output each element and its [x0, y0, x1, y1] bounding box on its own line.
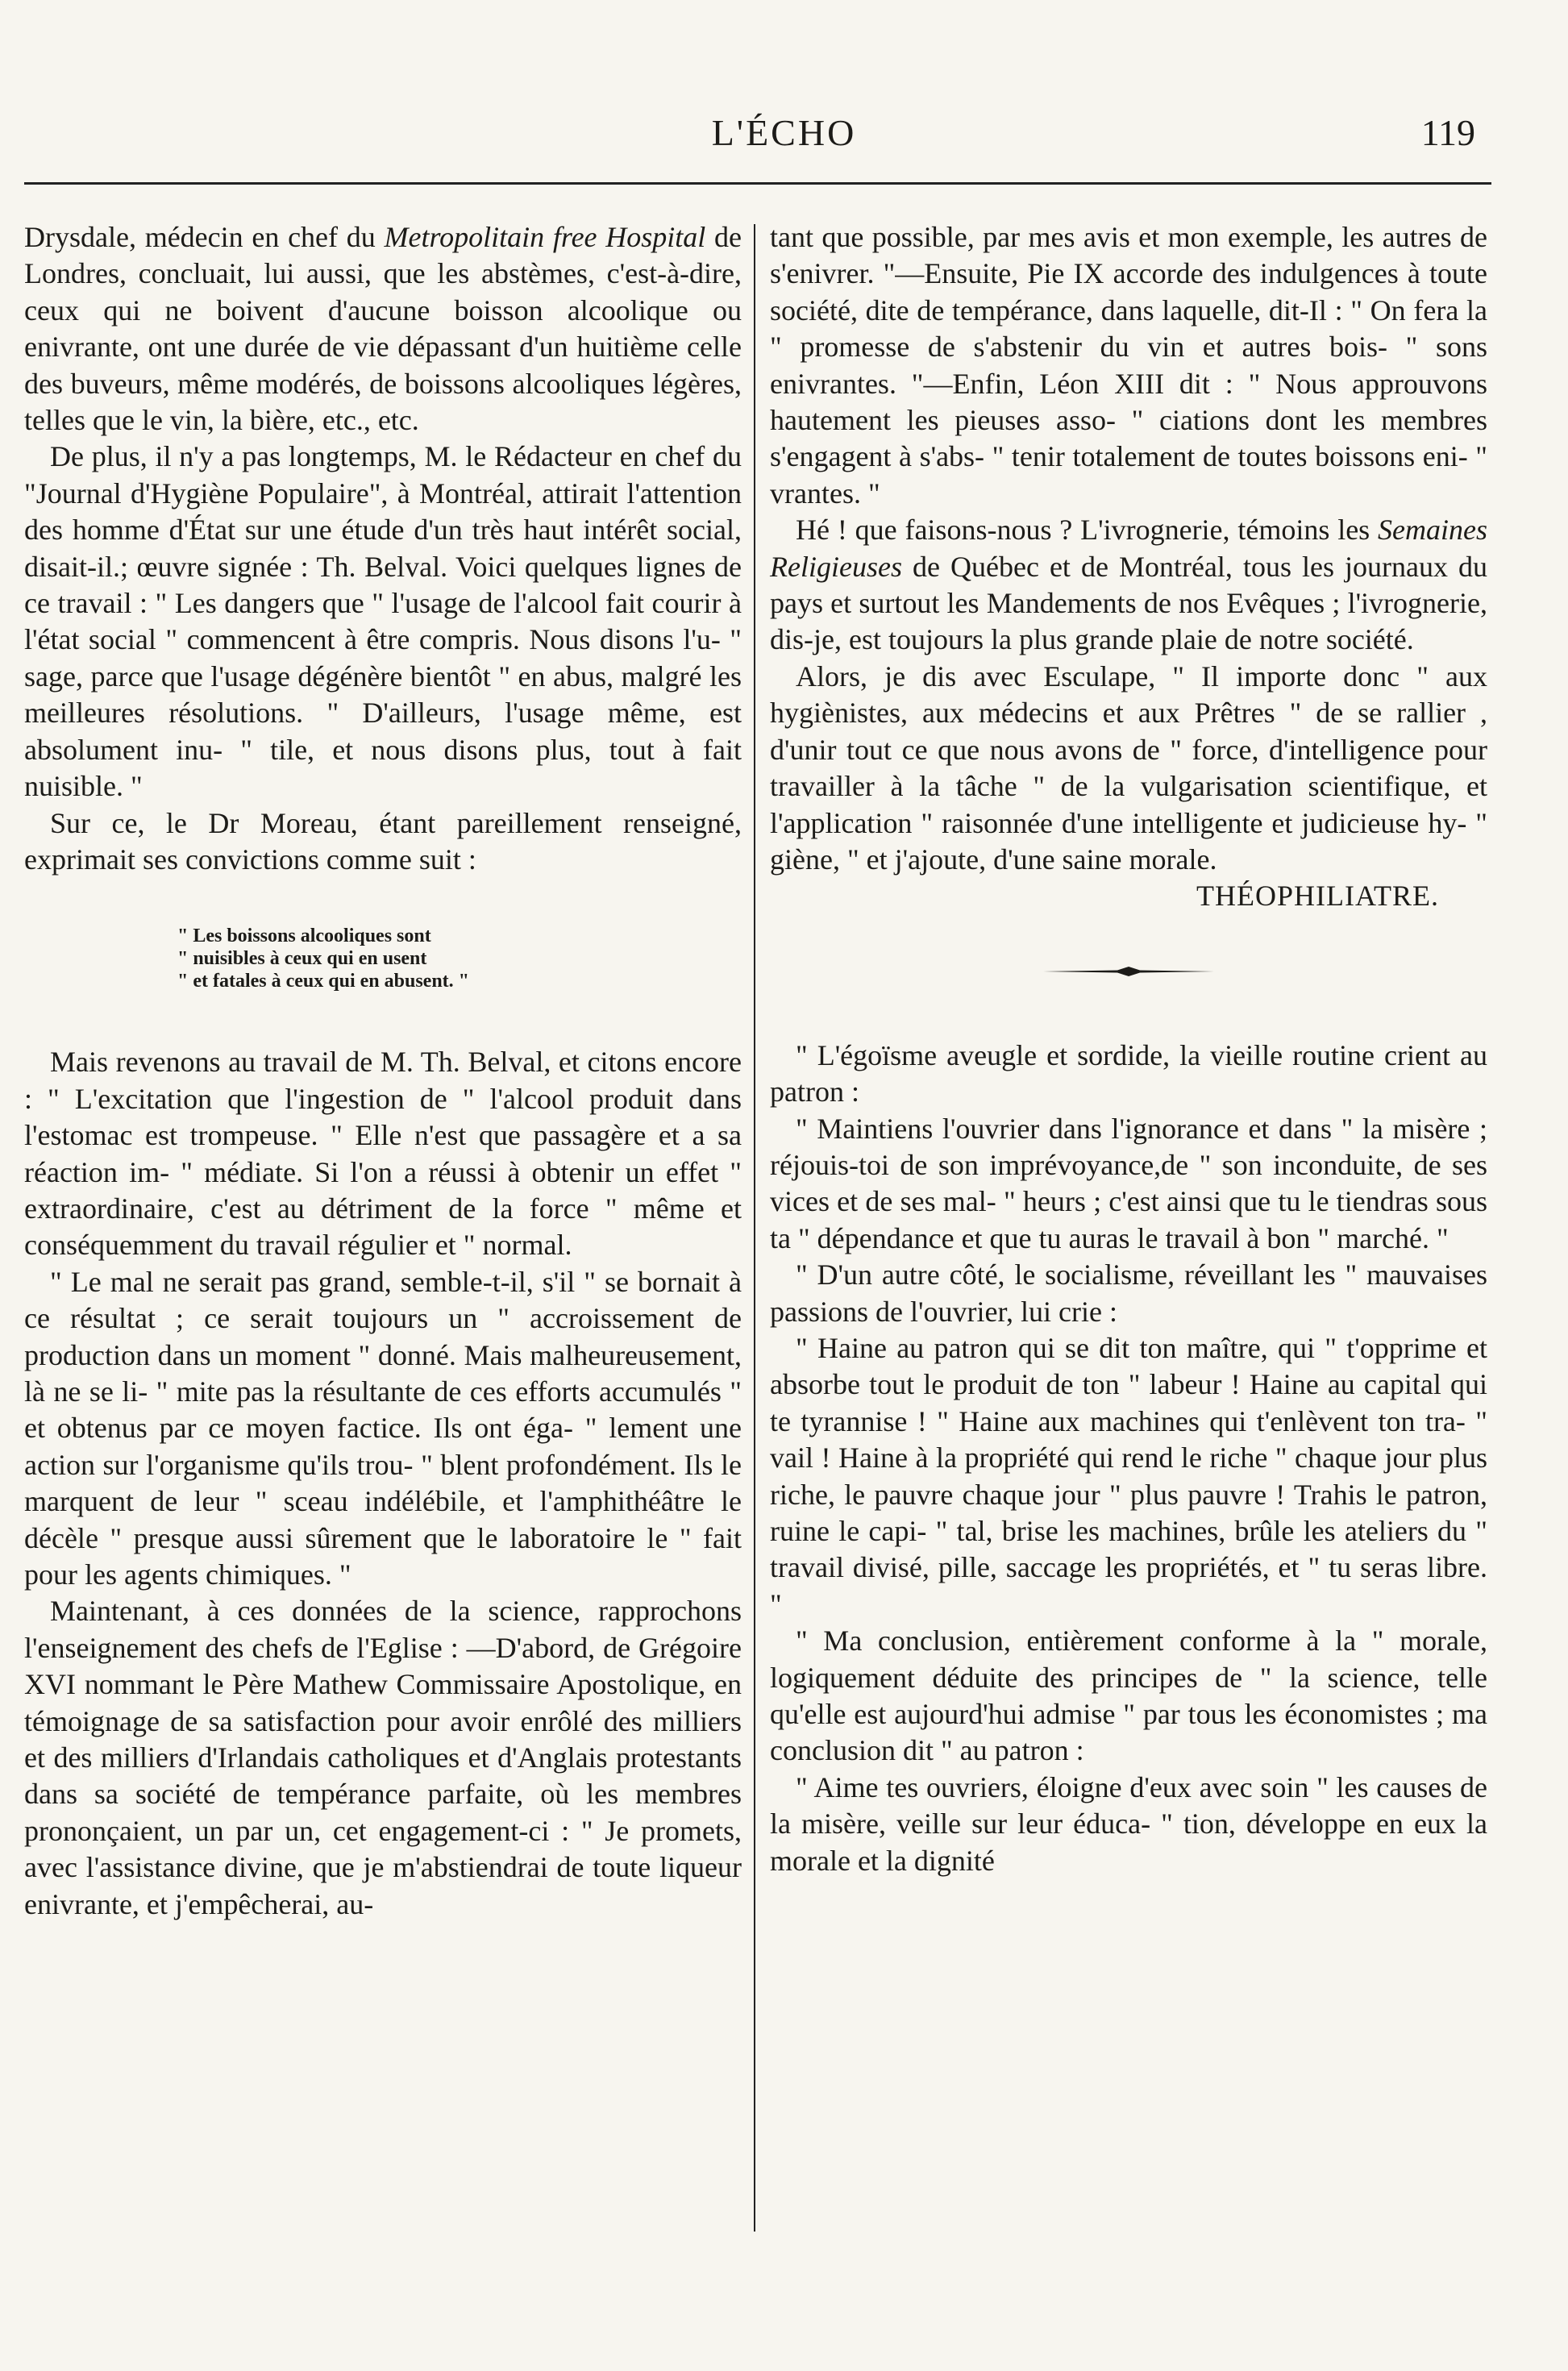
- paragraph-moreau: Sur ce, le Dr Moreau, étant pareillement renseigné, exprimait ses convictions comme suit :: [24, 806, 742, 876]
- paragraph-excitation: Mais revenons au travail de M. Th. Belval, et citons encore : " L'excitation que l'ingestion de " l'alcool produit dans l'estomac est trompeuse. " Elle n'est que passagère et a sa réaction im- " médiate. Si l'on a réussi à obtenir un effet " extraordinaire, c'est au détriment de la force " même et conséquemment du travail régulier et " normal.: [24, 1046, 742, 1262]
- hospital-name: Metropolitain free Hospital: [384, 221, 706, 253]
- paragraph-egoisme: " L'égoïsme aveugle et sordide, la vieille routine crient au patron :: [770, 1038, 1487, 1109]
- paragraph-continuation: tant que possible, par mes avis et mon exemple, les autres de s'enivrer. "—Ensuite, Pie IX accorde des indulgences à toute société, dite de tempérance, dans laquelle, dit-Il : " On fera la " promesse de s'abstenir du vin et autres bois- " sons enivrantes. "—Enfin, Léon XIII dit : " Nous approuvons hautement les pieuses asso- " ciations dont les membres s'engagent à s'abs- " tenir totalement de toutes boissons eni- " vrantes. ": [770, 221, 1487, 510]
- paragraph-eglise: Maintenant, à ces données de la science, rapprochons l'enseignement des chefs de l'Eglise : —D'abord, de Grégoire XVI nommant le Père Mathew Commissaire Apostolique, en témoignage de sa satisfaction pour avoir enrôlé des milliers et des milliers d'Irlandais catholiques et d'Anglais protestants dans sa société de tempérance parfaite, où les membres prononçaient, un par un, cet engagement-ci : " Je promets, avec l'assistance divine, que je m'abstiendrai de toute liqueur enivrante, et j'empêcherai, au-: [24, 1595, 742, 1920]
- page-header: [0, 0, 1568, 185]
- page-number: 119: [1420, 112, 1475, 153]
- paragraph-text: de Québec et de Montréal, tous les journaux du pays et surtout les Mandements de nos Evêques ; l'ivrognerie, dis-je, est toujours la plus grande plaie de notre société.: [770, 550, 1487, 656]
- quote-line: " et fatales à ceux qui en abusent. ": [177, 971, 469, 992]
- right-column: [770, 219, 1487, 1879]
- paragraph-maintiens: " Maintiens l'ouvrier dans l'ignorance et dans " la misère ; réjouis-toi de son imprévoyance,de " son inconduite, de ses vices et de ses mal- " heurs ; c'est ainsi que tu le tiendras sous ta " dépendance et que tu auras le travail à bon " marché. ": [770, 1112, 1487, 1254]
- paragraph-esculape: Alors, je dis avec Esculape, " Il importe donc " aux hygiènistes, aux médecins et aux Prêtres " de se rallier , d'unir tout ce que nous avons de " force, d'intelligence pour travailler à la tâche " de la vulgarisation scientifique, et l'application " raisonnée d'une intelligente et judicieuse hy- " giène, " et j'ajoute, d'une saine morale.: [770, 659, 1487, 876]
- header-rule: [24, 182, 1491, 185]
- running-title: L'ÉCHO: [711, 112, 857, 153]
- quote-line: " nuisibles à ceux qui en usent: [177, 948, 427, 970]
- paragraph-haine: " Haine au patron qui se dit ton maître, qui " t'opprime et absorbe tout le produit de ton " labeur ! Haine au capital qui te tyrannise ! " Haine aux machines qui t'enlèvent ton tra- " vail ! Haine à la propriété qui rend le riche " chaque jour plus riche, le pauvre chaque jour " plus pauvre ! Trahis le patron, ruine le capi- " tal, brise les machines, brûle les ateliers du " travail divisé, pille, saccage les propriétés, et " tu seras libre. ": [770, 1331, 1487, 1620]
- quote-line: " Les boissons alcooliques sont: [177, 926, 431, 947]
- paragraph-aime: " Aime tes ouvriers, éloigne d'eux avec soin " les causes de la misère, veille sur leur éduca- " tion, développe en eux la morale et la dignité: [770, 1770, 1487, 1877]
- author-signature: THÉOPHILIATRE.: [1196, 880, 1439, 913]
- paragraph-text: Drysdale, médecin en chef du: [24, 221, 385, 253]
- paragraph-text: Hé ! que faisons-nous ? L'ivrognerie, témoins les: [796, 514, 1379, 547]
- paragraph-conclusion: " Ma conclusion, entièrement conforme à la " morale, logiquement déduite des principes de " la science, telle qu'elle est aujourd'hui admise " par tous les économistes ; ma conclusion dit " au patron :: [770, 1624, 1487, 1767]
- paragraph-socialisme: " D'un autre côté, le socialisme, réveillant les " mauvaises passions de l'ouvrier, lui crie :: [770, 1258, 1487, 1328]
- publication-name: Semaines Religieuses: [770, 514, 1487, 583]
- paragraph-ivrognerie: [770, 512, 1487, 659]
- column-divider: [754, 224, 755, 2232]
- paragraph-text: de Londres, concluait, lui aussi, que les abstèmes, c'est-à-dire, ceux qui ne boivent d'aucune boisson alcoolique ou enivrante, ont une durée de vie dépassant d'un huitième celle des buveurs, même modérés, de boissons alcooliques légères, telles que le vin, la bière, etc., etc.: [24, 221, 742, 437]
- paragraph-belval: De plus, il n'y a pas longtemps, M. le Rédacteur en chef du "Journal d'Hygiène Populaire", à Montréal, attirait l'attention des homme d'État sur une étude d'un très haut intérêt social, disait-il.; œuvre signée : Th. Belval. Voici quelques lignes de ce travail : " Les dangers que " l'usage de l'alcool fait courir à l'état social " commencent à être compris. Nous disons l'u- " sage, parce que l'usage dégénère bientôt " en abus, malgré les meilleures résolutions. " D'ailleurs, l'usage même, est absolument inu- " tile, et nous disons plus, tout à fait nuisible. ": [24, 440, 742, 803]
- moreau-quote: [24, 925, 742, 992]
- paragraph-drysdale: [24, 219, 742, 439]
- paragraph-mal: " Le mal ne serait pas grand, semble-t-il, s'il " se bornait à ce résultat ; ce serait toujours un " accroissement de production dans un moment " donné. Mais malheureusement, là ne se li- " mite pas la résultante de ces efforts accumulés " et obtenus par ce moyen factice. Ils ont éga- " lement une action sur l'organisme qu'ils trou- " blent profondément. Ils le marquent de leur " sceau indélébile, et l'amphithéâtre le décèle " presque aussi sûrement que le laboratoire le " fait pour les agents chimiques. ": [24, 1265, 742, 1591]
- left-column: [24, 219, 742, 1923]
- section-ornament: [1040, 963, 1217, 980]
